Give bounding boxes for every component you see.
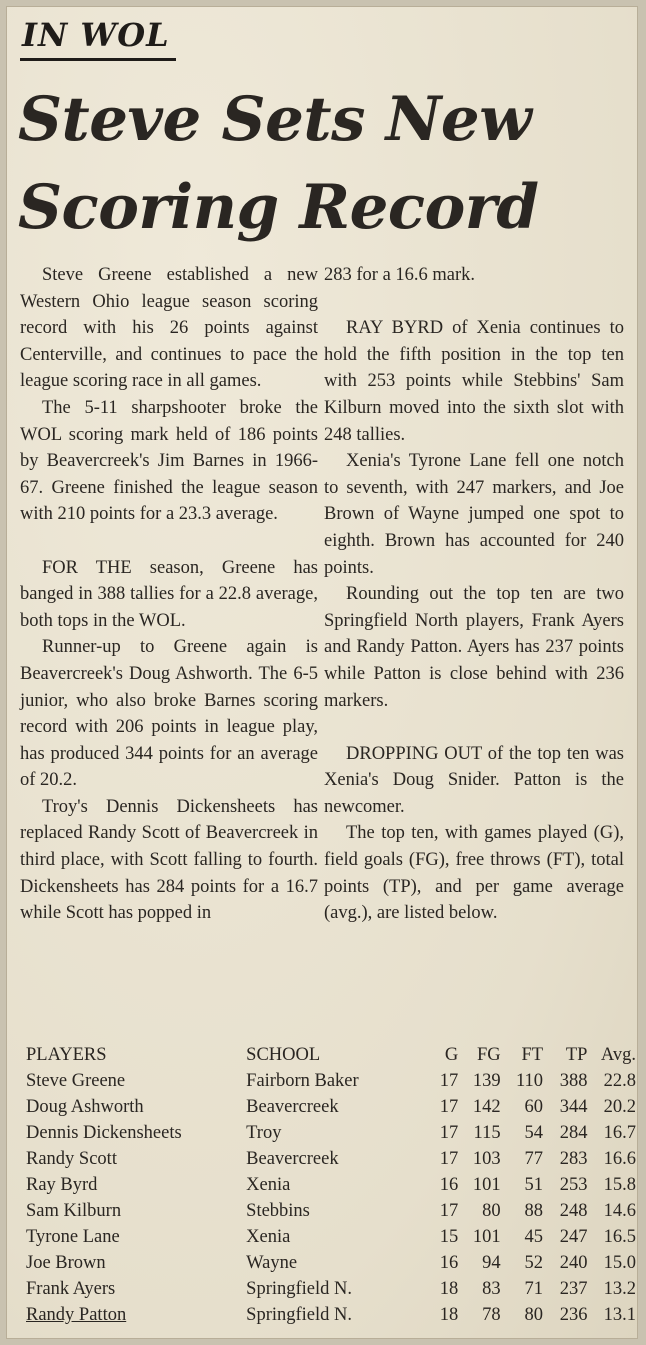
paragraph: Steve Greene established a new Western Ohio league season scoring record with his 26 points against Centerville, and continues to pace the league scoring race in all games. bbox=[20, 265, 318, 392]
player-name-cell bbox=[26, 1199, 246, 1225]
table-row bbox=[26, 1251, 636, 1277]
total-points-cell: 283 bbox=[559, 1148, 588, 1169]
top-ten-stats-table bbox=[26, 1042, 636, 1329]
free-throws-cell: 51 bbox=[524, 1175, 544, 1196]
school-cell: Troy bbox=[246, 1122, 282, 1143]
games-cell: 17 bbox=[439, 1070, 459, 1091]
field-goals-cell: 80 bbox=[482, 1201, 501, 1222]
free-throws-cell: 52 bbox=[524, 1253, 544, 1274]
player-name: Dennis Dickensheets bbox=[26, 1122, 182, 1143]
table-row bbox=[26, 1068, 636, 1094]
average-cell: 16.5 bbox=[603, 1227, 636, 1248]
school-cell: Beavercreek bbox=[246, 1096, 339, 1117]
paragraph: RAY BYRD of Xenia continues to hold the fifth position in the top ten with 253 points while Stebbins' Sam Kilburn moved into the sixth slot with 248 tallies. bbox=[324, 318, 624, 445]
free-throws-cell: 60 bbox=[524, 1096, 544, 1117]
table-row bbox=[26, 1094, 636, 1120]
player-name-cell bbox=[26, 1146, 246, 1172]
school-cell: Springfield N. bbox=[246, 1305, 353, 1326]
player-name-cell bbox=[26, 1225, 246, 1251]
games-cell: 18 bbox=[439, 1305, 459, 1326]
headline-line-2: Scoring Record bbox=[18, 172, 539, 243]
games-cell: 17 bbox=[439, 1096, 459, 1117]
article-column-right bbox=[324, 262, 624, 927]
total-points-cell: 253 bbox=[559, 1175, 588, 1196]
field-goals-cell: 83 bbox=[482, 1279, 501, 1300]
total-points-cell: 236 bbox=[559, 1305, 588, 1326]
school-cell: Beavercreek bbox=[246, 1148, 339, 1169]
header-players: PLAYERS bbox=[26, 1044, 107, 1065]
games-cell: 18 bbox=[439, 1279, 459, 1300]
field-goals-cell: 94 bbox=[482, 1253, 501, 1274]
total-points-cell: 284 bbox=[559, 1122, 588, 1143]
school-cell: Springfield N. bbox=[246, 1279, 353, 1300]
games-cell: 17 bbox=[439, 1201, 459, 1222]
table-row bbox=[26, 1146, 636, 1172]
total-points-cell: 237 bbox=[559, 1279, 588, 1300]
games-cell: 16 bbox=[439, 1175, 459, 1196]
player-name: Ray Byrd bbox=[26, 1175, 98, 1196]
section-kicker: IN WOL bbox=[20, 14, 176, 61]
table-header-row bbox=[26, 1042, 636, 1068]
header-fg: FG bbox=[476, 1044, 501, 1065]
table-row bbox=[26, 1199, 636, 1225]
total-points-cell: 247 bbox=[559, 1227, 588, 1248]
games-cell: 17 bbox=[439, 1148, 459, 1169]
table-row bbox=[26, 1120, 636, 1146]
paragraph: 283 for a 16.6 mark. bbox=[324, 265, 476, 285]
header-tp: TP bbox=[565, 1044, 588, 1065]
school-cell: Fairborn Baker bbox=[246, 1070, 359, 1091]
average-cell: 20.2 bbox=[603, 1096, 636, 1117]
newspaper-clipping bbox=[6, 6, 638, 1339]
header-avg: Avg. bbox=[600, 1044, 636, 1065]
free-throws-cell: 45 bbox=[524, 1227, 544, 1248]
player-name-cell bbox=[26, 1303, 246, 1329]
free-throws-cell: 77 bbox=[524, 1148, 544, 1169]
total-points-cell: 240 bbox=[559, 1253, 588, 1274]
free-throws-cell: 80 bbox=[524, 1305, 544, 1326]
player-name: Randy Patton bbox=[26, 1305, 127, 1326]
games-cell: 16 bbox=[439, 1253, 459, 1274]
total-points-cell: 388 bbox=[559, 1070, 588, 1091]
paragraph: FOR THE season, Greene has banged in 388 tallies for a 22.8 average, both tops in the WOL. bbox=[20, 557, 318, 631]
player-name: Steve Greene bbox=[26, 1070, 126, 1091]
player-name: Randy Scott bbox=[26, 1148, 117, 1169]
player-name: Doug Ashworth bbox=[26, 1096, 144, 1117]
player-name-cell bbox=[26, 1251, 246, 1277]
free-throws-cell: 110 bbox=[515, 1070, 544, 1091]
table-row bbox=[26, 1172, 636, 1198]
average-cell: 13.1 bbox=[603, 1305, 636, 1326]
field-goals-cell: 139 bbox=[472, 1070, 501, 1091]
table-row bbox=[26, 1277, 636, 1303]
field-goals-cell: 101 bbox=[472, 1175, 501, 1196]
field-goals-cell: 115 bbox=[473, 1122, 501, 1143]
player-name-cell bbox=[26, 1277, 246, 1303]
paragraph: DROPPING OUT of the top ten was Xenia's Doug Snider. Patton is the newcomer. bbox=[324, 743, 624, 817]
paragraph: Rounding out the top ten are two Springfield North players, Frank Ayers and Randy Patton. Ayers has 237 points while Patton is close behind with 236 markers. bbox=[324, 584, 624, 711]
header-ft: FT bbox=[521, 1044, 544, 1065]
average-cell: 22.8 bbox=[603, 1070, 636, 1091]
school-cell: Xenia bbox=[246, 1227, 291, 1248]
average-cell: 16.6 bbox=[603, 1148, 636, 1169]
total-points-cell: 344 bbox=[559, 1096, 588, 1117]
school-cell: Wayne bbox=[246, 1253, 298, 1274]
school-cell: Stebbins bbox=[246, 1201, 310, 1222]
paragraph: Xenia's Tyrone Lane fell one notch to seventh, with 247 markers, and Joe Brown of Wayne jumped one spot to eighth. Brown has accounted for 240 points. bbox=[324, 451, 624, 578]
average-cell: 15.8 bbox=[603, 1175, 636, 1196]
field-goals-cell: 142 bbox=[472, 1096, 501, 1117]
header-g: G bbox=[444, 1044, 459, 1065]
player-name: Tyrone Lane bbox=[26, 1227, 120, 1248]
average-cell: 13.2 bbox=[603, 1279, 636, 1300]
average-cell: 14.6 bbox=[603, 1201, 636, 1222]
free-throws-cell: 54 bbox=[524, 1122, 544, 1143]
average-cell: 16.7 bbox=[603, 1122, 636, 1143]
paragraph: Runner-up to Greene again is Beavercreek's Doug Ashworth. The 6-5 junior, who also broke Barnes scoring record with 206 points in league play, has produced 344 points for an average of 20.2. bbox=[20, 637, 318, 791]
table-row bbox=[26, 1303, 636, 1329]
paragraph: The top ten, with games played (G), field goals (FG), free throws (FT), total points (TP), and per game average (avg.), are listed below. bbox=[324, 823, 624, 924]
headline bbox=[18, 76, 618, 252]
field-goals-cell: 103 bbox=[472, 1148, 501, 1169]
field-goals-cell: 101 bbox=[472, 1227, 501, 1248]
player-name-cell bbox=[26, 1094, 246, 1120]
player-name: Sam Kilburn bbox=[26, 1201, 122, 1222]
player-name: Joe Brown bbox=[26, 1253, 106, 1274]
games-cell: 15 bbox=[439, 1227, 459, 1248]
total-points-cell: 248 bbox=[559, 1201, 588, 1222]
player-name: Frank Ayers bbox=[26, 1279, 116, 1300]
header-school: SCHOOL bbox=[246, 1044, 321, 1065]
table-row bbox=[26, 1225, 636, 1251]
free-throws-cell: 71 bbox=[524, 1279, 544, 1300]
field-goals-cell: 78 bbox=[482, 1305, 501, 1326]
paragraph: Troy's Dennis Dickensheets has replaced Randy Scott of Beavercreek in third place, with Scott falling to fourth. Dickensheets has 284 points for a 16.7 while Scott has popped in bbox=[20, 796, 318, 924]
average-cell: 15.0 bbox=[603, 1253, 636, 1274]
article-column-left bbox=[20, 262, 318, 927]
headline-line-1: Steve Sets New bbox=[18, 84, 532, 155]
free-throws-cell: 88 bbox=[524, 1201, 544, 1222]
school-cell: Xenia bbox=[246, 1175, 291, 1196]
player-name-cell bbox=[26, 1068, 246, 1094]
player-name-cell bbox=[26, 1120, 246, 1146]
player-name-cell bbox=[26, 1172, 246, 1198]
paragraph: The 5-11 sharpshooter broke the WOL scoring mark held of 186 points by Beavercreek's Jim Barnes in 1966-67. Greene finished the league season with 210 points for a 23.3 average. bbox=[20, 397, 318, 525]
games-cell: 17 bbox=[439, 1122, 459, 1143]
